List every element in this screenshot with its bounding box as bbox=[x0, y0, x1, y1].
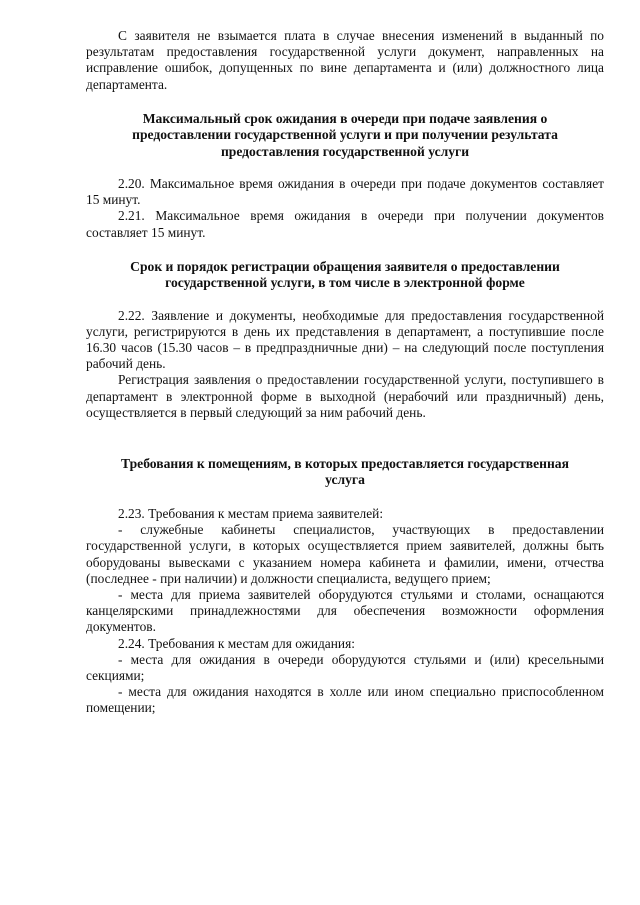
paragraph-wait-seats: - места для ожидания в очереди оборудуются стульями и (или) кресельными секциями; bbox=[86, 651, 604, 683]
paragraph-2-23: 2.23. Требования к местам приема заявителей: bbox=[118, 505, 384, 521]
heading-registration: Срок и порядок регистрации обращения заявителя о предоставлении государственной услуги, в том числе в электронной форме bbox=[130, 258, 560, 291]
paragraph-reception: - места для приема заявителей оборудуются стульями и столами, оснащаются канцелярскими принадлежностями для обеспечения возможности оформления документов. bbox=[86, 586, 604, 635]
paragraph-wait-hall: - места для ожидания находятся в холле или ином специально приспособленном помещении; bbox=[86, 684, 604, 716]
paragraph-2-21: 2.21. Максимальное время ожидания в очереди при получении документов составляет 15 минут. bbox=[86, 208, 604, 240]
paragraph-2-24: 2.24. Требования к местам для ожидания: bbox=[118, 635, 355, 651]
paragraph-registration: Регистрация заявления о предоставлении государственной услуги, поступившего в департамент в электронной форме в выходной (нерабочий или праздничный) день, осуществляется в первый следующий за ним рабочий день. bbox=[86, 372, 604, 420]
spacer bbox=[86, 292, 604, 308]
paragraph-offices: - служебные кабинеты специалистов, участвующих в предоставлении государственной услуги, в которых осуществляется прием заявителей, должны быть оборудованы вывесками с указанием номера кабинета и фамилии, имени, отчества (последнее - при наличии) и должности специалиста, ведущего прием; bbox=[86, 522, 604, 586]
spacer bbox=[86, 160, 604, 176]
spacer bbox=[86, 489, 604, 506]
paragraph-2-22: 2.22. Заявление и документы, необходимые для предоставления государственной услуги, регистрируются в день их представления в департамент, а поступившие после 16.30 часов (15.30 часов – в предпраздничные дни) – на следующий после поступления рабочий день. bbox=[86, 307, 604, 372]
spacer bbox=[86, 93, 604, 111]
paragraph-2-20: 2.20. Максимальное время ожидания в очереди при подаче документов составляет 15 минут. bbox=[86, 176, 604, 208]
heading-premises: Требования к помещениям, в которых предоставляется государственная услуга bbox=[121, 456, 569, 488]
heading-wait-time: Максимальный срок ожидания в очереди при подаче заявления о предоставлении государственной услуги и при получении результата предоставления государственной услуги bbox=[132, 110, 558, 159]
spacer bbox=[86, 421, 604, 456]
intro-paragraph: С заявителя не взымается плата в случае внесения изменений в выданный по результатам предоставления государственной услуги документ, направленных на исправление ошибок, допущенных по вине департамента и (или) должностного лица департамента. bbox=[86, 28, 604, 92]
spacer bbox=[86, 241, 604, 259]
